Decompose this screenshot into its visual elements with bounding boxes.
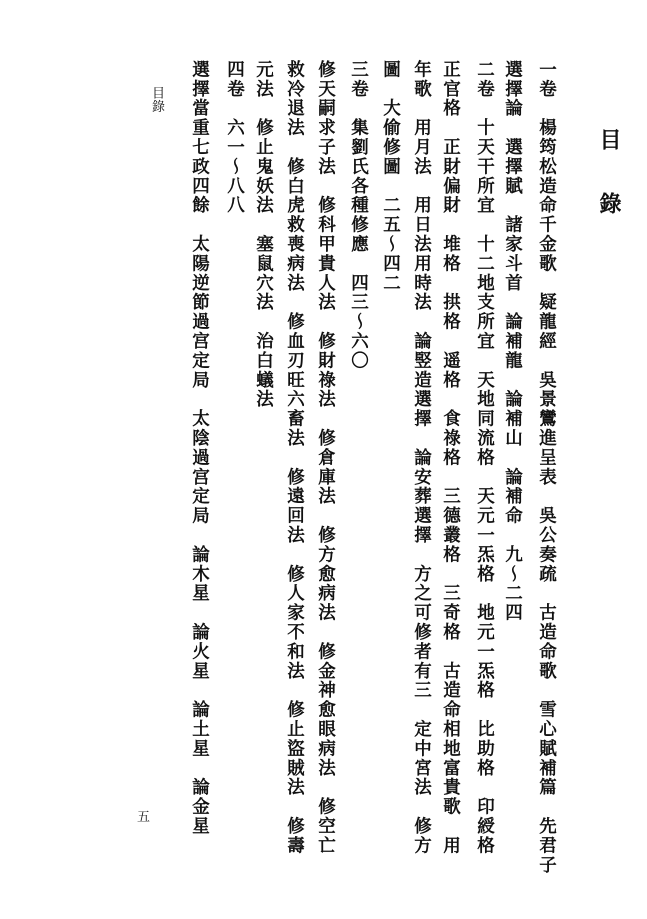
toc-column-9: 救冷退法 修白虎救喪病法 修血刃旺六畜法 修遠回法 修人家不和法 修止盜賊法 修壽 xyxy=(284,60,305,856)
toc-column-11: 四卷 六一～八八 xyxy=(224,60,245,216)
toc-column-8: 修天嗣求子法 修科甲貴人法 修財祿法 修倉庫法 修方愈病法 修金神愈眼病法 修空亡 xyxy=(315,60,336,856)
toc-column-7: 三卷 集劉氏各種修應 四三～六〇 xyxy=(348,60,369,371)
toc-column-12: 選擇當重七政四餘 太陽逆節過宫定局 太陰過宫定局 論木星 論火星 論土星 論金星 xyxy=(189,60,210,836)
toc-column-6: 圖 大偷修圖 二五～四二 xyxy=(380,60,401,293)
page-title: 目錄 xyxy=(596,128,622,256)
toc-column-3: 二卷 十天干所宜 十二地支所宜 天地同流格 天元一炁格 地元一炁格 比助格 印綬格 xyxy=(474,60,495,856)
toc-column-10: 元法 修止鬼妖法 塞鼠穴法 治白蟻法 xyxy=(253,60,274,410)
toc-column-4: 正官格 正財偏財 堆格 拱格 遥格 食祿格 三德叢格 三奇格 古造命相地富貴歌 用 xyxy=(440,60,461,856)
toc-column-2: 選擇論 選擇賦 諸家斗首 論補龍 論補山 論補命 九～二四 xyxy=(502,60,523,623)
toc-column-5: 年歌 用月法 用日法用時法 論竪造選擇 論安葬選擇 方之可修者有三 定中宮法 修方 xyxy=(411,60,432,856)
toc-column-1: 一卷 楊筠松造命千金歌 疑龍經 吳景鸞進呈表 吳公奏疏 古造命歌 雪心賦補篇 先君子 xyxy=(536,60,557,875)
page-number: 五 xyxy=(137,810,151,825)
running-head: 目錄 xyxy=(149,86,164,113)
